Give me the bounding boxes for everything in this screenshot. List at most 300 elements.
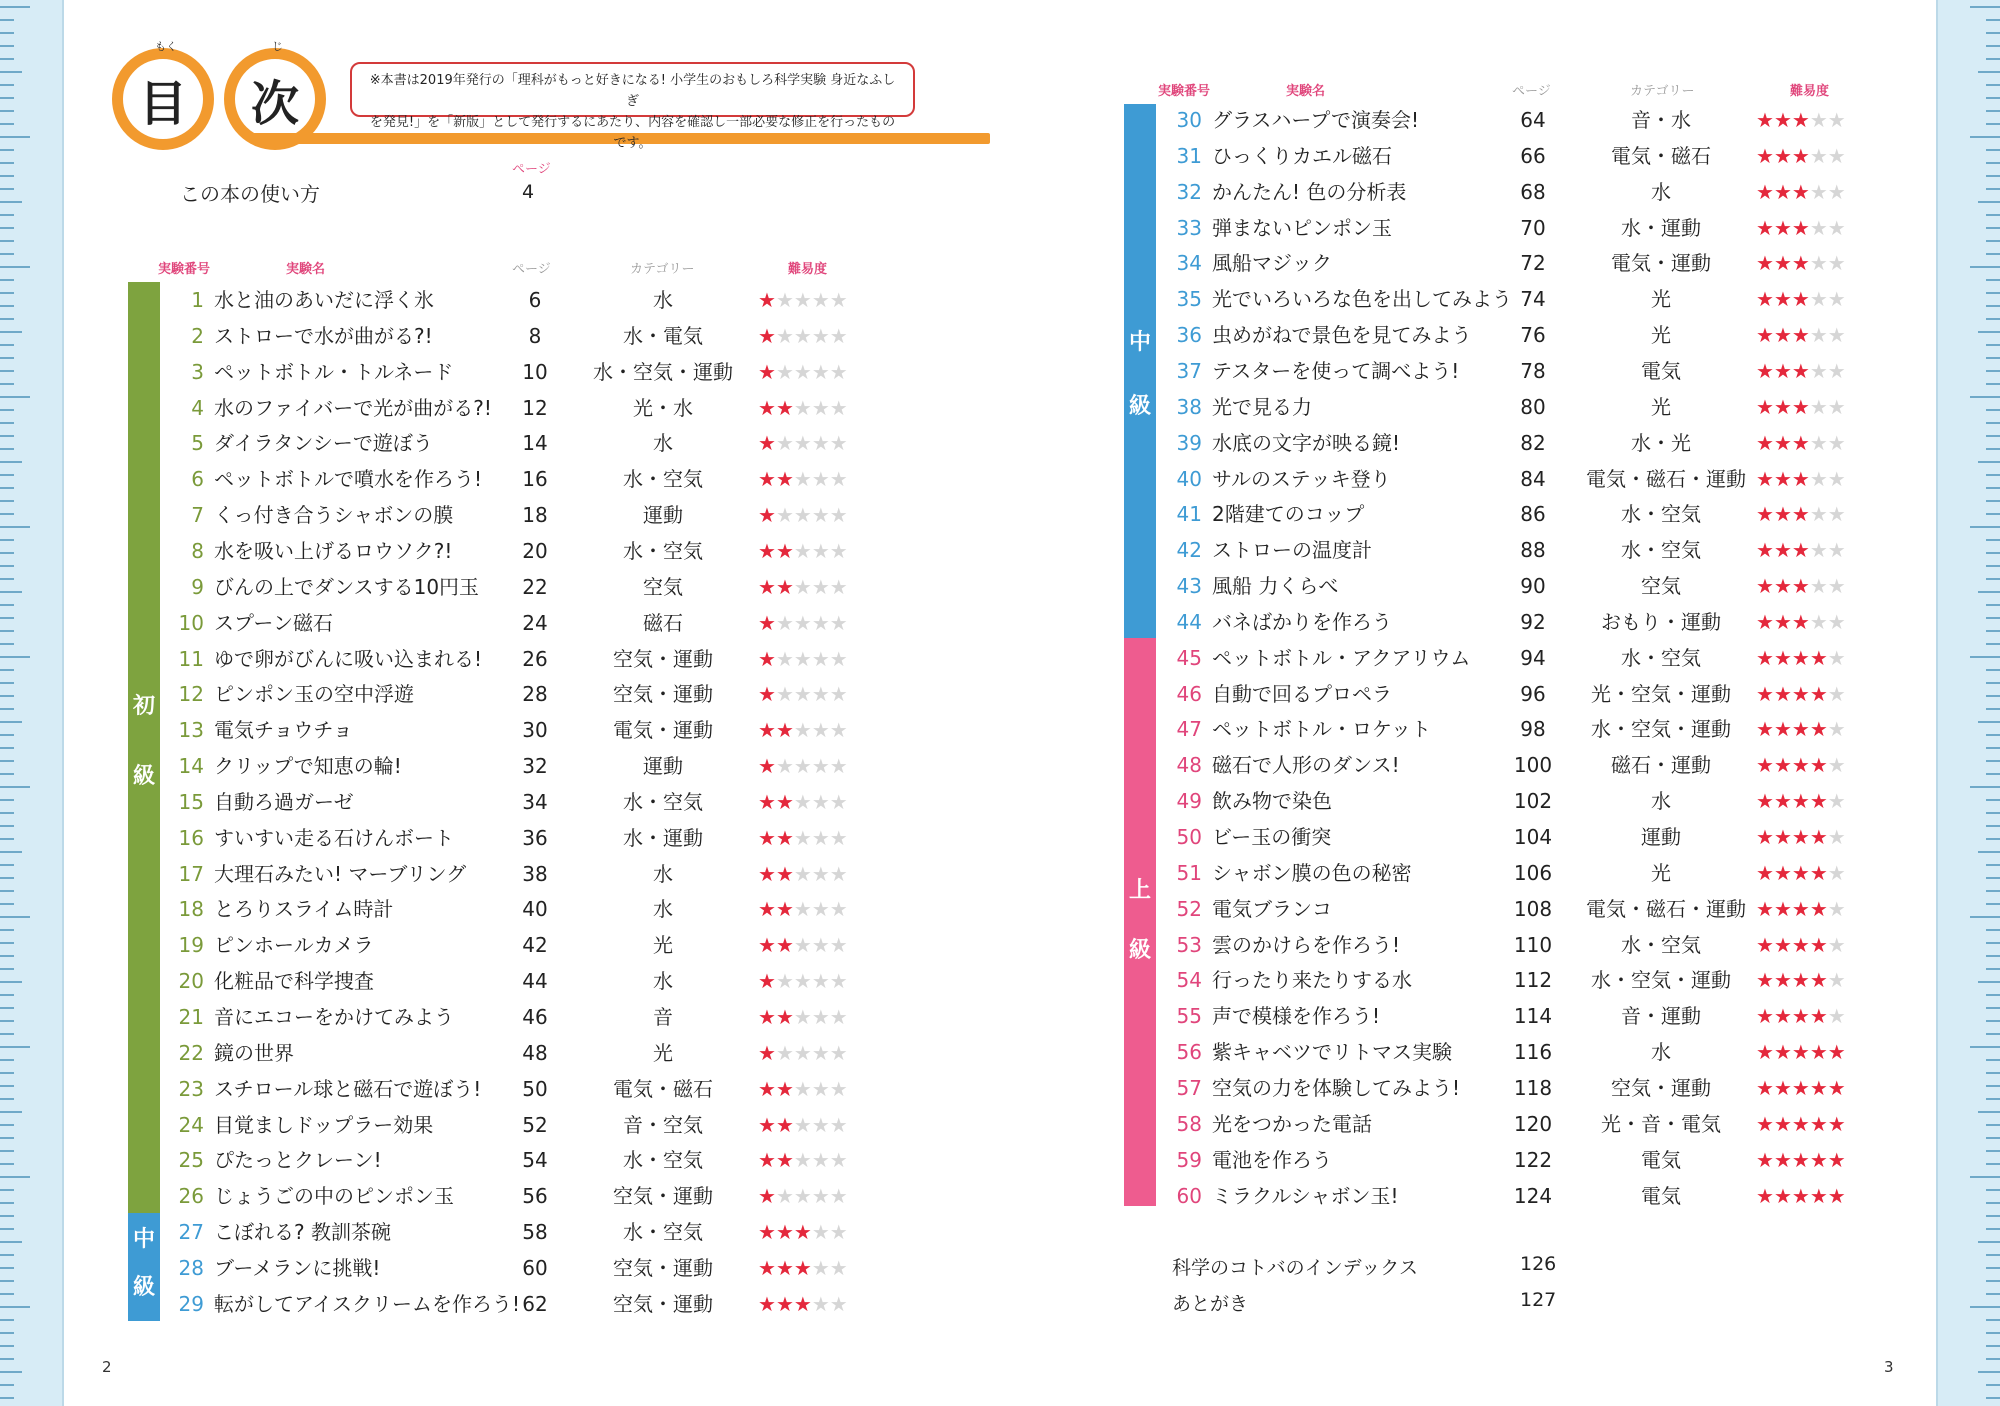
title-char-2: 次 xyxy=(250,75,299,132)
star-empty-icon: ★ xyxy=(793,1148,812,1173)
star-filled-icon: ★ xyxy=(1791,179,1810,204)
star-filled-icon: ★ xyxy=(758,789,776,814)
star-empty-icon: ★ xyxy=(793,503,812,528)
experiment-title[interactable]: 電気チョウチョ xyxy=(214,718,353,743)
experiment-title[interactable]: 自動で回るプロペラ xyxy=(1212,681,1392,706)
star-empty-icon: ★ xyxy=(829,1112,848,1137)
star-filled-icon: ★ xyxy=(758,825,776,850)
experiment-number: 24 xyxy=(178,1112,204,1137)
star-empty-icon: ★ xyxy=(793,861,812,886)
difficulty-stars xyxy=(1756,747,1846,783)
experiment-title[interactable]: サルのステッキ登り xyxy=(1212,466,1391,491)
experiment-row[interactable] xyxy=(1166,138,1996,174)
experiment-row[interactable] xyxy=(168,1071,998,1107)
experiment-title[interactable]: 電池を作ろう xyxy=(1212,1147,1332,1172)
experiment-title[interactable]: ペットボトルで噴水を作ろう! xyxy=(214,467,483,492)
experiment-number: 17 xyxy=(178,861,204,886)
experiment-row[interactable] xyxy=(168,354,998,390)
experiment-title[interactable]: かんたん! 色の分析表 xyxy=(1212,179,1407,204)
experiment-category: 水・空気・運動 xyxy=(1591,968,1731,993)
star-filled-icon: ★ xyxy=(1756,860,1774,885)
experiment-title[interactable]: とろりスライム時計 xyxy=(214,897,394,922)
experiment-page: 98 xyxy=(1520,717,1546,742)
experiment-page: 106 xyxy=(1513,860,1553,885)
experiment-title[interactable]: ピンポン玉の空中浮遊 xyxy=(214,682,414,707)
experiment-title[interactable]: ぴたっとクレーン! xyxy=(214,1148,382,1173)
star-empty-icon: ★ xyxy=(1827,108,1846,132)
index-link[interactable]: 科学のコトバのインデックス xyxy=(1172,1257,1419,1279)
ruler-tick xyxy=(0,435,14,437)
experiment-row[interactable] xyxy=(1166,855,1996,891)
experiment-number: 28 xyxy=(178,1255,204,1280)
experiment-row[interactable] xyxy=(1166,1142,1996,1178)
star-filled-icon: ★ xyxy=(758,1040,776,1065)
experiment-category: 水・空気 xyxy=(623,1148,703,1173)
star-filled-icon: ★ xyxy=(758,897,776,922)
experiment-page: 14 xyxy=(522,431,548,456)
experiment-category: 光 xyxy=(1651,394,1671,419)
experiment-page: 54 xyxy=(522,1148,548,1173)
star-filled-icon: ★ xyxy=(1809,932,1828,957)
experiment-category: 水・空気 xyxy=(1621,645,1701,670)
difficulty-stars xyxy=(758,1071,848,1107)
ruler-tick xyxy=(0,1020,14,1022)
experiment-title[interactable]: 大理石みたい! マーブリング xyxy=(214,861,467,886)
star-filled-icon: ★ xyxy=(1791,574,1810,599)
experiment-title[interactable]: ゆで卵がびんに吸い込まれる! xyxy=(214,646,483,671)
experiment-row[interactable] xyxy=(168,497,998,533)
experiment-page: 108 xyxy=(1513,896,1553,921)
star-filled-icon: ★ xyxy=(1756,717,1774,742)
experiment-row[interactable] xyxy=(1166,676,1996,712)
experiment-title[interactable]: 光でいろいろな色を出してみよう xyxy=(1212,287,1512,312)
experiment-title[interactable]: バネばかりを作ろう xyxy=(1212,609,1392,634)
star-filled-icon: ★ xyxy=(1756,502,1774,527)
star-filled-icon: ★ xyxy=(758,467,776,492)
experiment-row[interactable] xyxy=(1166,425,1996,461)
experiment-row[interactable] xyxy=(168,425,998,461)
star-empty-icon: ★ xyxy=(793,1040,812,1065)
star-empty-icon: ★ xyxy=(811,1112,830,1137)
experiment-row[interactable] xyxy=(1166,819,1996,855)
experiment-row[interactable] xyxy=(1166,210,1996,246)
star-filled-icon: ★ xyxy=(758,933,776,958)
experiment-number: 3 xyxy=(191,359,204,384)
experiment-title[interactable]: 音にエコーをかけてみよう xyxy=(214,1005,454,1029)
star-empty-icon: ★ xyxy=(775,503,794,528)
experiment-row[interactable] xyxy=(1166,891,1996,927)
experiment-row[interactable] xyxy=(1166,962,1996,998)
ruler-tick xyxy=(0,981,22,983)
star-empty-icon: ★ xyxy=(811,754,830,779)
experiment-row[interactable] xyxy=(168,533,998,569)
experiment-row[interactable] xyxy=(1166,1178,1996,1214)
star-filled-icon: ★ xyxy=(1756,1075,1774,1100)
experiment-title[interactable]: 飲み物で染色 xyxy=(1212,789,1332,814)
experiment-row[interactable] xyxy=(168,712,998,748)
experiment-page: 112 xyxy=(1513,968,1553,993)
star-filled-icon: ★ xyxy=(1773,717,1792,742)
experiment-row[interactable] xyxy=(168,1178,998,1214)
experiment-title[interactable]: シャボン膜の色の秘密 xyxy=(1212,860,1412,885)
star-empty-icon: ★ xyxy=(1809,358,1828,383)
ruler-tick xyxy=(0,279,14,281)
star-empty-icon: ★ xyxy=(811,610,830,635)
experiment-category: 光 xyxy=(653,1040,673,1065)
ruler-tick xyxy=(0,903,14,905)
experiment-row[interactable] xyxy=(168,676,998,712)
experiment-page: 20 xyxy=(522,538,548,563)
ruler-tick xyxy=(0,370,14,372)
ruler-tick xyxy=(0,942,14,944)
star-empty-icon: ★ xyxy=(1827,860,1846,885)
difficulty-stars xyxy=(758,1142,848,1178)
star-filled-icon: ★ xyxy=(1773,143,1792,168)
ruler-tick xyxy=(0,1254,14,1256)
ruler-tick xyxy=(0,1059,14,1061)
experiment-category: 水・空気・運動 xyxy=(593,359,733,384)
difficulty-stars xyxy=(758,927,848,963)
star-filled-icon: ★ xyxy=(1756,789,1774,814)
experiment-row[interactable] xyxy=(1166,711,1996,747)
ruler-tick xyxy=(1986,1228,2000,1230)
experiment-number: 48 xyxy=(1176,753,1202,778)
star-empty-icon: ★ xyxy=(829,1220,848,1245)
star-filled-icon: ★ xyxy=(1773,896,1792,921)
star-empty-icon: ★ xyxy=(829,1040,848,1065)
star-filled-icon: ★ xyxy=(1756,251,1774,276)
star-filled-icon: ★ xyxy=(775,1291,794,1316)
experiment-title[interactable]: ブーメランに挑戦! xyxy=(214,1255,381,1280)
ruler-tick xyxy=(0,539,14,541)
experiment-title[interactable]: 空気の力を体験してみよう! xyxy=(1212,1075,1461,1100)
star-empty-icon: ★ xyxy=(811,789,830,814)
star-empty-icon: ★ xyxy=(793,1184,812,1209)
experiment-title[interactable]: こぼれる? 教訓茶碗 xyxy=(214,1220,391,1245)
experiment-row[interactable] xyxy=(168,390,998,426)
star-filled-icon: ★ xyxy=(1773,860,1792,885)
ruler-tick xyxy=(0,71,22,73)
header-page-right: ページ xyxy=(1512,84,1551,99)
star-filled-icon: ★ xyxy=(1809,753,1828,778)
ruler-tick xyxy=(0,1137,14,1139)
level-label-intermediate-right-2: 級 xyxy=(1128,394,1151,419)
difficulty-stars xyxy=(758,1035,848,1071)
experiment-title[interactable]: 虫めがねで景色を見てみよう xyxy=(1212,323,1472,348)
experiment-title[interactable]: 電気ブランコ xyxy=(1212,896,1332,921)
experiment-title[interactable]: じょうごの中のピンポン玉 xyxy=(214,1184,454,1209)
star-empty-icon: ★ xyxy=(811,897,830,922)
title-ruby-1: もく xyxy=(155,40,177,53)
experiment-category: 音・運動 xyxy=(1621,1004,1701,1029)
experiment-row[interactable] xyxy=(168,1286,998,1322)
experiment-row[interactable] xyxy=(168,748,998,784)
difficulty-stars xyxy=(1756,855,1846,891)
experiment-title[interactable]: くっ付き合うシャボンの膜 xyxy=(214,503,454,528)
experiment-title[interactable]: 鏡の世界 xyxy=(214,1040,294,1065)
ruler-tick xyxy=(0,1319,14,1321)
difficulty-stars xyxy=(1756,389,1846,425)
experiment-number: 23 xyxy=(178,1076,204,1101)
experiment-title[interactable]: ピンホールカメラ xyxy=(214,933,374,958)
ruler-tick xyxy=(0,968,14,970)
experiment-row[interactable] xyxy=(1166,1106,1996,1142)
level-label-intermediate-right-1: 中 xyxy=(1128,330,1151,355)
experiment-row[interactable] xyxy=(168,605,998,641)
difficulty-stars xyxy=(1756,604,1846,640)
experiment-row[interactable] xyxy=(1166,927,1996,963)
experiment-page: 52 xyxy=(522,1112,548,1137)
experiment-row[interactable] xyxy=(168,1142,998,1178)
experiment-title[interactable]: ビー玉の衝突 xyxy=(1212,825,1332,849)
experiment-title[interactable]: 化粧品で科学捜査 xyxy=(214,969,374,994)
experiment-category: 水 xyxy=(653,897,673,922)
experiment-title[interactable]: ペットボトル・アクアリウム xyxy=(1212,645,1471,670)
star-filled-icon: ★ xyxy=(758,682,776,707)
star-empty-icon: ★ xyxy=(793,538,812,563)
experiment-title[interactable]: 行ったり来たりする水 xyxy=(1212,968,1412,993)
star-filled-icon: ★ xyxy=(758,323,776,348)
experiment-title[interactable]: 水のファイバーで光が曲がる?! xyxy=(214,395,492,420)
experiment-row[interactable] xyxy=(168,569,998,605)
experiment-title[interactable]: ミラクルシャボン玉! xyxy=(1212,1183,1399,1208)
difficulty-stars xyxy=(758,497,848,533)
star-filled-icon: ★ xyxy=(758,538,776,563)
experiment-row[interactable] xyxy=(1166,783,1996,819)
experiment-row[interactable] xyxy=(1166,532,1996,568)
experiment-number: 45 xyxy=(1176,645,1202,670)
experiment-page: 66 xyxy=(1520,143,1546,168)
experiment-category: 水・空気 xyxy=(623,538,703,563)
star-filled-icon: ★ xyxy=(1773,1075,1792,1100)
experiment-number: 55 xyxy=(1176,1004,1202,1029)
ruler-tick xyxy=(0,760,14,762)
afterword-link[interactable]: あとがき xyxy=(1172,1293,1249,1315)
experiment-row[interactable] xyxy=(168,641,998,677)
experiment-title[interactable]: 風船 力くらべ xyxy=(1212,574,1339,599)
experiment-number: 16 xyxy=(178,825,204,850)
experiment-number: 46 xyxy=(1176,681,1202,706)
experiment-number: 13 xyxy=(178,718,204,743)
experiment-category: 水・空気・運動 xyxy=(1591,717,1731,742)
experiment-row[interactable] xyxy=(168,282,998,318)
experiment-title[interactable]: 水底の文字が映る鏡! xyxy=(1212,430,1401,455)
experiment-title[interactable]: 2階建てのコップ xyxy=(1212,502,1365,527)
experiment-number: 36 xyxy=(1176,323,1202,348)
notice-line-2: を発見!」を「新版」として発行するにあたり、内容を確認し一部必要な修正を行ったものです。 xyxy=(369,115,896,151)
star-empty-icon: ★ xyxy=(793,969,812,994)
star-filled-icon: ★ xyxy=(1809,825,1828,849)
experiment-category: 電気 xyxy=(1641,1147,1681,1172)
experiment-row[interactable] xyxy=(1166,998,1996,1034)
experiment-row[interactable] xyxy=(168,856,998,892)
experiment-title[interactable]: ダイラタンシーで遊ぼう xyxy=(214,431,433,456)
ruler-tick xyxy=(0,1085,14,1087)
experiment-row[interactable] xyxy=(1166,1070,1996,1106)
experiment-title[interactable]: びんの上でダンスする10円玉 xyxy=(214,574,480,599)
experiment-row[interactable] xyxy=(1166,604,1996,640)
experiment-title[interactable]: 自動ろ過ガーゼ xyxy=(214,789,354,814)
experiment-row[interactable] xyxy=(1166,102,1996,138)
experiment-row[interactable] xyxy=(168,891,998,927)
experiment-page: 64 xyxy=(1520,108,1546,132)
experiment-row[interactable] xyxy=(168,1214,998,1250)
star-empty-icon: ★ xyxy=(811,1040,830,1065)
ruler-tick xyxy=(1986,45,2000,47)
star-filled-icon: ★ xyxy=(1756,287,1774,312)
experiment-title[interactable]: 目覚ましドップラー効果 xyxy=(214,1112,434,1137)
star-filled-icon: ★ xyxy=(1809,717,1828,742)
experiment-row[interactable] xyxy=(1166,353,1996,389)
star-empty-icon: ★ xyxy=(829,718,848,743)
star-filled-icon: ★ xyxy=(1791,968,1810,993)
experiment-number: 5 xyxy=(191,431,204,456)
experiment-title[interactable]: ストローで水が曲がる?! xyxy=(214,323,433,348)
experiment-title[interactable]: ストローの温度計 xyxy=(1212,538,1372,563)
ruler-tick xyxy=(0,851,22,853)
star-filled-icon: ★ xyxy=(1773,681,1792,706)
star-empty-icon: ★ xyxy=(811,1076,830,1101)
star-empty-icon: ★ xyxy=(811,1255,830,1280)
experiment-category: 水 xyxy=(653,969,673,994)
star-empty-icon: ★ xyxy=(829,646,848,671)
star-filled-icon: ★ xyxy=(1791,1075,1810,1100)
ruler-tick xyxy=(0,604,14,606)
ruler-tick xyxy=(0,513,14,515)
experiment-number: 27 xyxy=(178,1220,204,1245)
experiment-row[interactable] xyxy=(1166,496,1996,532)
star-filled-icon: ★ xyxy=(1809,789,1828,814)
experiment-row[interactable] xyxy=(168,318,998,354)
star-filled-icon: ★ xyxy=(758,754,776,779)
experiment-title[interactable]: 雲のかけらを作ろう! xyxy=(1212,932,1401,957)
experiment-row[interactable] xyxy=(1166,568,1996,604)
star-empty-icon: ★ xyxy=(775,359,794,384)
ruler-tick xyxy=(0,1150,14,1152)
experiment-title[interactable]: ペットボトル・トルネード xyxy=(214,359,454,384)
experiment-title[interactable]: 弾まないピンポン玉 xyxy=(1212,215,1392,240)
experiment-row[interactable] xyxy=(168,963,998,999)
ruler-tick xyxy=(1986,1345,2000,1347)
ruler-tick xyxy=(0,1111,22,1113)
experiment-row[interactable] xyxy=(1166,747,1996,783)
experiment-category: 磁石・運動 xyxy=(1611,753,1711,778)
experiment-row[interactable] xyxy=(1166,317,1996,353)
experiment-row[interactable] xyxy=(168,927,998,963)
experiment-title[interactable]: グラスハープで演奏会! xyxy=(1212,108,1420,132)
experiment-number: 59 xyxy=(1176,1147,1202,1172)
experiment-row[interactable] xyxy=(168,1107,998,1143)
how-to-use-link[interactable]: この本の使い方 xyxy=(180,182,320,206)
star-empty-icon: ★ xyxy=(1827,1004,1846,1029)
experiment-number: 32 xyxy=(1176,179,1202,204)
difficulty-stars xyxy=(758,390,848,426)
experiment-number: 30 xyxy=(1176,108,1202,132)
experiment-title[interactable]: ひっくりカエル磁石 xyxy=(1212,143,1392,168)
experiment-row[interactable] xyxy=(168,784,998,820)
experiment-title[interactable]: 転がしてアイスクリームを作ろう! xyxy=(214,1291,521,1316)
star-filled-icon: ★ xyxy=(758,969,776,994)
star-filled-icon: ★ xyxy=(1773,574,1792,599)
experiment-title[interactable]: 光で見る力 xyxy=(1212,394,1312,419)
ruler-tick xyxy=(0,45,14,47)
experiment-row[interactable] xyxy=(1166,245,1996,281)
experiment-row[interactable] xyxy=(1166,461,1996,497)
experiment-page: 24 xyxy=(522,610,548,635)
experiment-title[interactable]: すいすい走る石けんボート xyxy=(214,825,454,850)
difficulty-stars xyxy=(758,318,848,354)
star-empty-icon: ★ xyxy=(811,503,830,528)
experiment-title[interactable]: 風船マジック xyxy=(1212,251,1332,276)
difficulty-stars xyxy=(758,1107,848,1143)
ruler-tick xyxy=(0,721,22,723)
experiment-title[interactable]: スプーン磁石 xyxy=(214,610,333,635)
experiment-row[interactable] xyxy=(168,999,998,1035)
level-bar-advanced xyxy=(1124,638,1156,1206)
experiment-number: 40 xyxy=(1176,466,1202,491)
experiment-row[interactable] xyxy=(1166,640,1996,676)
experiment-title[interactable]: テスターを使って調べよう! xyxy=(1212,358,1460,383)
star-filled-icon: ★ xyxy=(1773,1004,1792,1029)
experiment-title[interactable]: 水と油のあいだに浮く氷 xyxy=(214,288,434,312)
ruler-tick xyxy=(1986,1280,2000,1282)
star-filled-icon: ★ xyxy=(1791,1111,1810,1136)
experiment-row[interactable] xyxy=(1166,389,1996,425)
experiment-row[interactable] xyxy=(168,820,998,856)
experiment-title[interactable]: 光をつかった電話 xyxy=(1212,1111,1372,1136)
ruler-tick xyxy=(0,734,14,736)
experiment-row[interactable] xyxy=(168,461,998,497)
experiment-title[interactable]: 紫キャベツでリトマス実験 xyxy=(1212,1040,1452,1065)
experiment-title[interactable]: 水を吸い上げるロウソク?! xyxy=(214,538,453,563)
level-label-intermediate-left-1: 中 xyxy=(132,1227,155,1252)
star-filled-icon: ★ xyxy=(1791,287,1810,312)
ruler-tick xyxy=(0,448,14,450)
ruler-tick xyxy=(0,955,14,957)
experiment-row[interactable] xyxy=(1166,174,1996,210)
experiment-row[interactable] xyxy=(168,1035,998,1071)
experiment-number: 52 xyxy=(1176,896,1202,921)
experiment-page: 80 xyxy=(1520,394,1546,419)
star-empty-icon: ★ xyxy=(1827,574,1846,599)
star-empty-icon: ★ xyxy=(811,574,830,599)
experiment-row[interactable] xyxy=(1166,281,1996,317)
experiment-page: 16 xyxy=(522,467,548,492)
difficulty-stars xyxy=(1756,640,1846,676)
experiment-title[interactable]: クリップで知恵の輪! xyxy=(214,754,402,779)
experiment-title[interactable]: 声で模様を作ろう! xyxy=(1212,1004,1381,1029)
star-filled-icon: ★ xyxy=(775,1005,794,1029)
experiment-number: 2 xyxy=(191,323,204,348)
star-empty-icon: ★ xyxy=(1809,430,1828,455)
experiment-title[interactable]: スチロール球と磁石で遊ぼう! xyxy=(214,1076,482,1101)
difficulty-stars xyxy=(758,569,848,605)
experiment-row[interactable] xyxy=(168,1250,998,1286)
star-empty-icon: ★ xyxy=(1809,287,1828,312)
difficulty-stars xyxy=(758,282,848,318)
experiment-title[interactable]: ペットボトル・ロケット xyxy=(1212,717,1431,742)
header-difficulty-right: 難易度 xyxy=(1790,84,1830,99)
experiment-row[interactable] xyxy=(1166,1034,1996,1070)
ruler-tick xyxy=(0,292,14,294)
star-empty-icon: ★ xyxy=(811,395,830,420)
star-filled-icon: ★ xyxy=(1791,1147,1810,1172)
ruler-tick xyxy=(0,396,30,398)
experiment-title[interactable]: 磁石で人形のダンス! xyxy=(1212,753,1400,778)
difficulty-stars xyxy=(1756,1034,1846,1070)
experiment-page: 56 xyxy=(522,1184,548,1209)
star-empty-icon: ★ xyxy=(793,718,812,743)
